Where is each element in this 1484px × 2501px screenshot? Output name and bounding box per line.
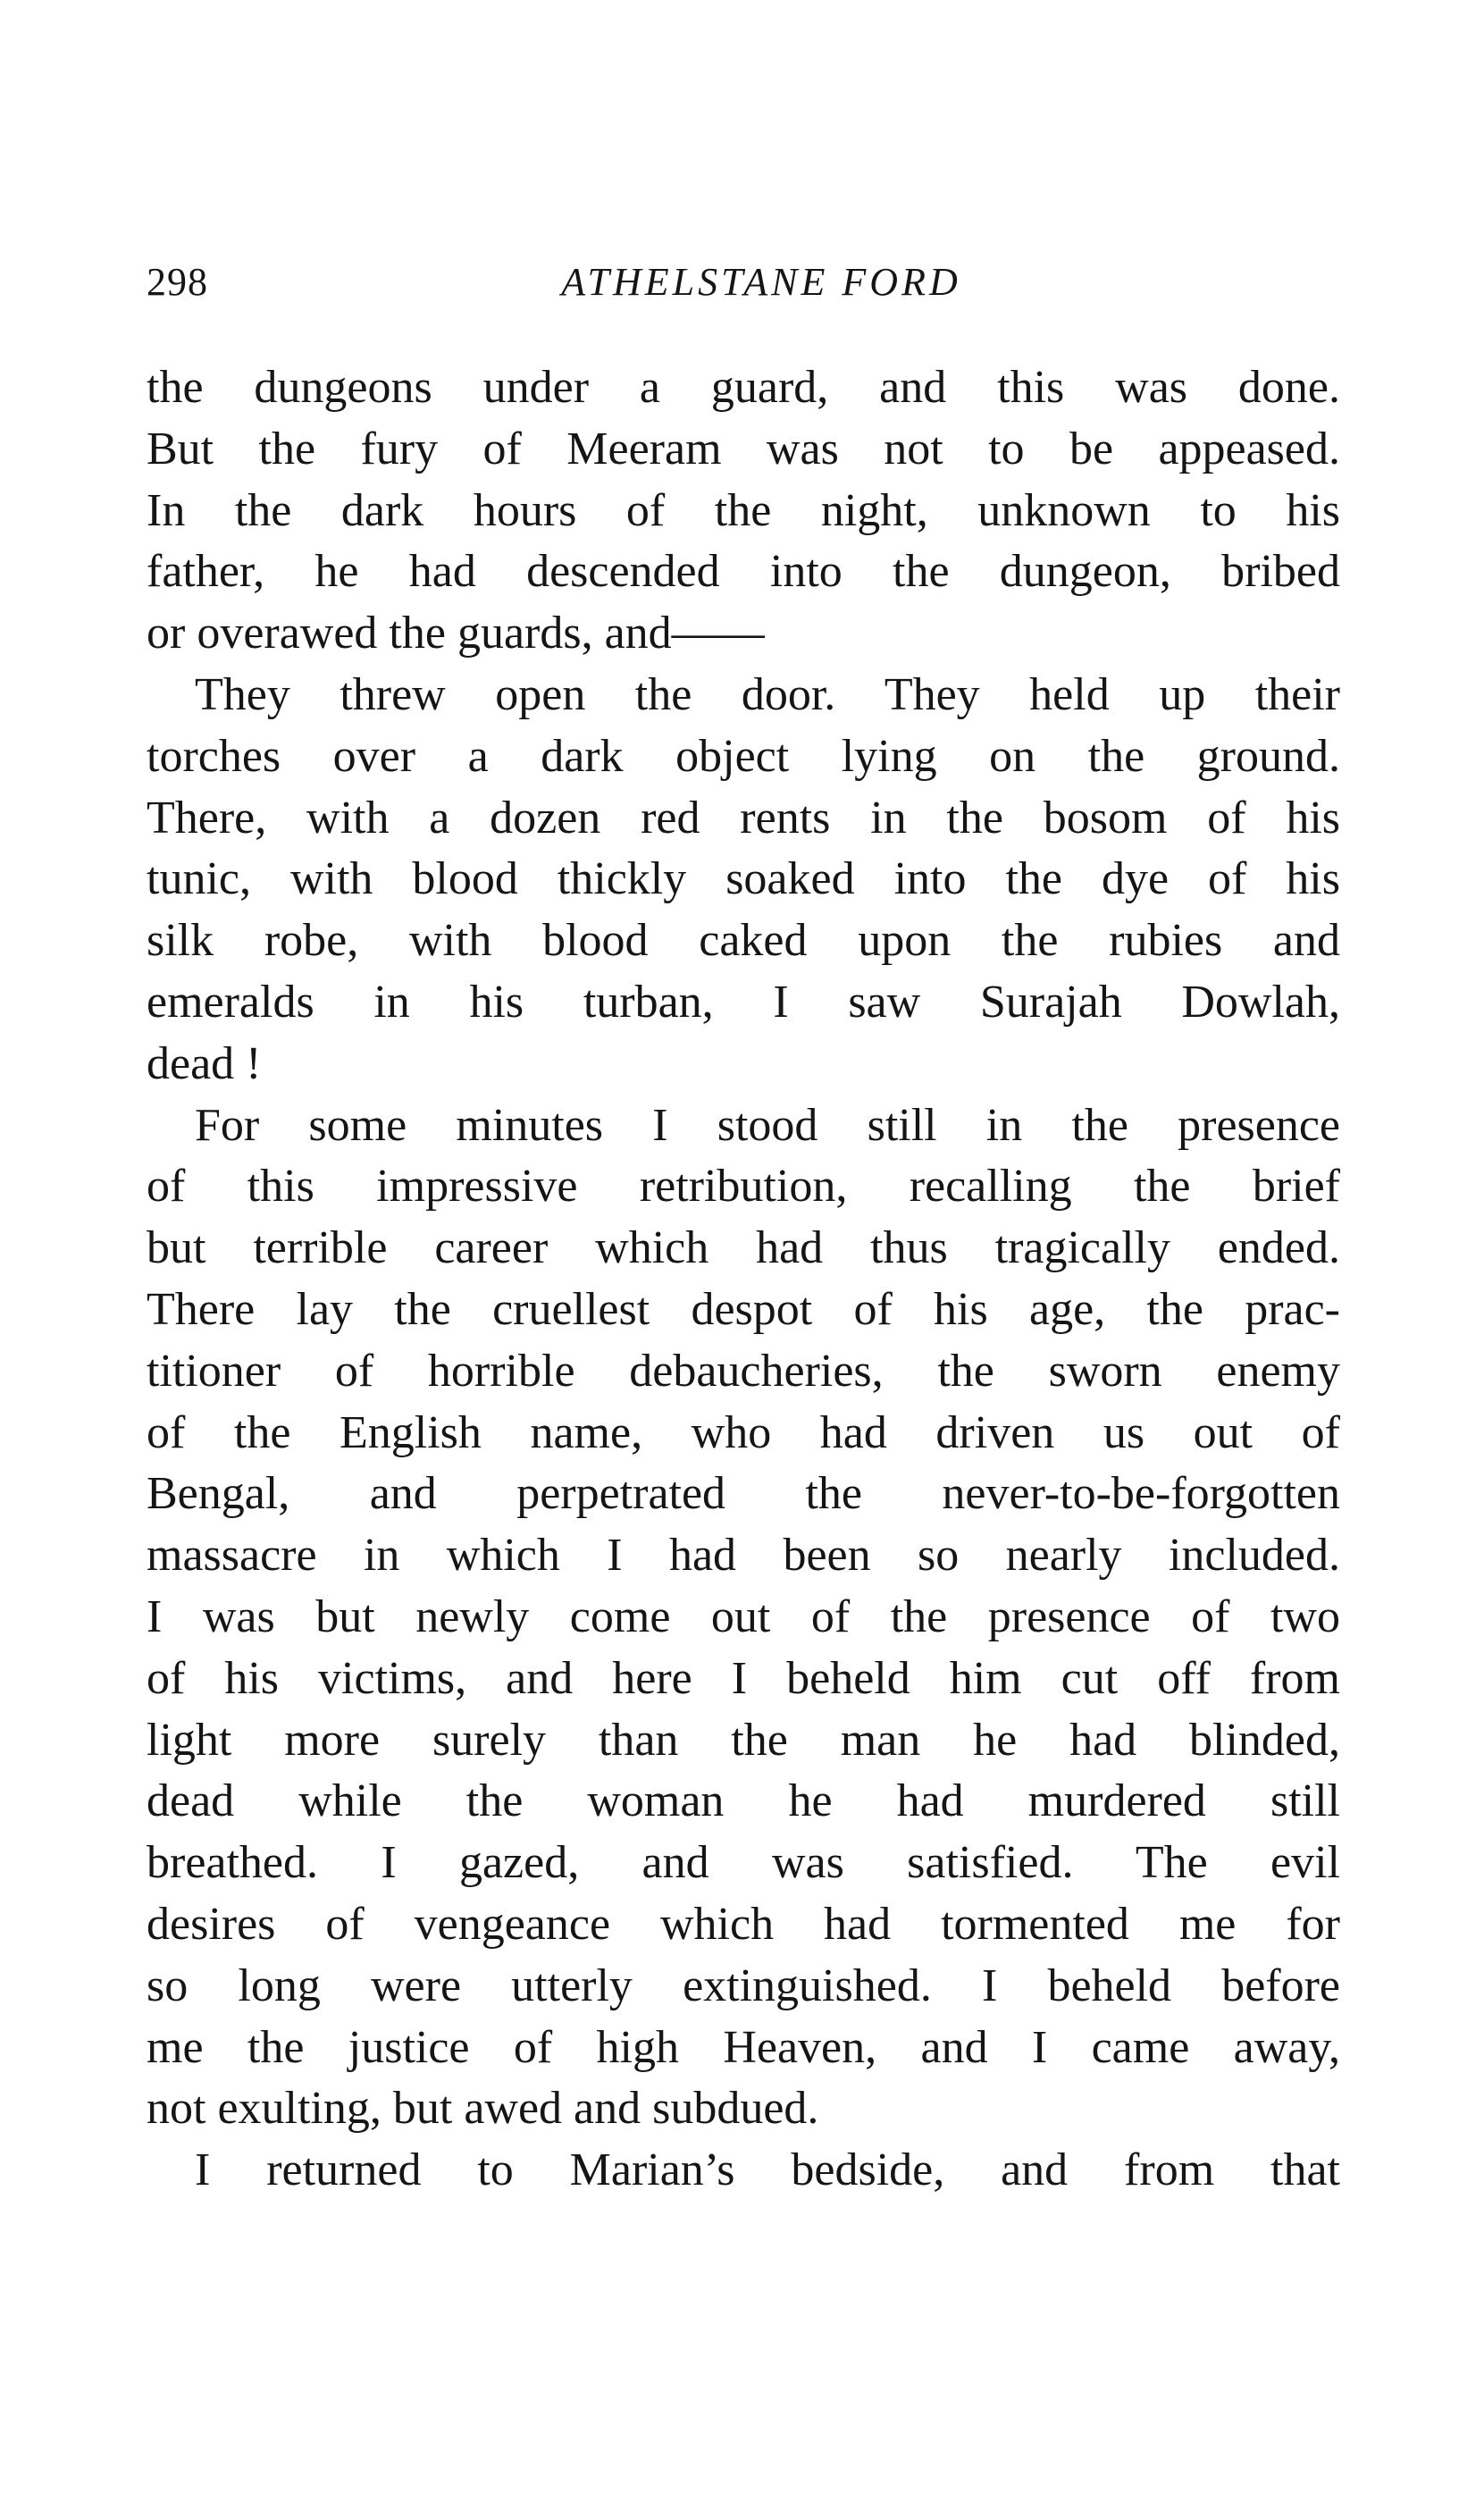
text-line: silk robe, with blood caked upon the rubies and [147, 915, 1340, 967]
text-line: dead ! [147, 1037, 262, 1089]
text-line: of this impressive retribution, recalling the brief [147, 1161, 1340, 1213]
text-line: There lay the cruellest despot of his age, the prac- [147, 1283, 1340, 1335]
text-line: so long were utterly extinguished. I beheld before [147, 1960, 1340, 2011]
text-line: dead while the woman he had murdered still [147, 1775, 1340, 1827]
text-line: titioner of horrible debaucheries, the sworn enemy [147, 1345, 1340, 1397]
text-line: of his victims, and here I beheld him cut off from [147, 1652, 1340, 1704]
text-line: desires of vengeance which had tormented me for [147, 1898, 1340, 1950]
text-line: There, with a dozen red rents in the bosom of his [147, 792, 1340, 843]
text-line: me the justice of high Heaven, and I came away, [147, 2021, 1340, 2073]
text-line: breathed. I gazed, and was satisfied. The evil [147, 1837, 1340, 1889]
paragraph-first-line: I returned to Marian’s bedside, and from that [195, 2144, 1340, 2196]
text-line: tunic, with blood thickly soaked into the dye of his [147, 853, 1340, 905]
text-line: light more surely than the man he had blinded, [147, 1714, 1340, 1766]
text-line: of the English name, who had driven us out of [147, 1406, 1340, 1458]
text-line: Bengal, and perpetrated the never-to-be-forgotten [147, 1468, 1340, 1520]
text-line: not exulting, but awed and subdued. [147, 2083, 819, 2135]
body-text [147, 357, 1340, 2202]
text-line: In the dark hours of the night, unknown to his [147, 484, 1340, 536]
page-number: 298 [147, 260, 208, 304]
text-line: massacre in which I had been so nearly included. [147, 1530, 1340, 1582]
text-line: But the fury of Meeram was not to be appeased. [147, 423, 1340, 474]
paragraph-first-line: For some minutes I stood still in the presence [195, 1099, 1340, 1151]
text-line: emeralds in his turban, I saw Surajah Dowlah, [147, 976, 1340, 1028]
text-line: torches over a dark object lying on the ground. [147, 730, 1340, 782]
running-title: ATHELSTANE FORD [561, 260, 961, 304]
text-line: the dungeons under a guard, and this was done. [147, 362, 1340, 413]
paragraph-first-line: They threw open the door. They held up their [195, 668, 1340, 720]
text-line: father, he had descended into the dungeon, bribed [147, 546, 1340, 598]
text-line: I was but newly come out of the presence of two [147, 1590, 1340, 1642]
text-line: or overawed the guards, and—— [147, 608, 765, 659]
text-line: but terrible career which had thus tragically ended. [147, 1222, 1340, 1274]
running-head [147, 259, 1340, 322]
